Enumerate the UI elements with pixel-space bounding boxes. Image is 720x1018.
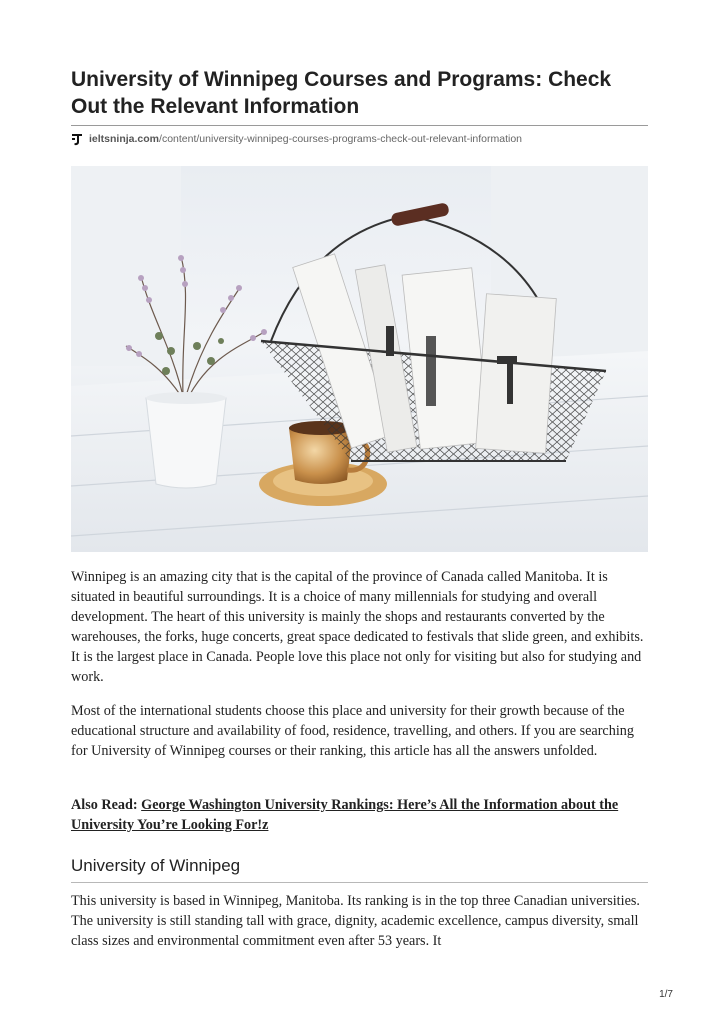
site-logo-icon — [71, 132, 83, 146]
source-path: /content/university-winnipeg-courses-programs-check-out-relevant-information — [159, 133, 523, 145]
page-number: 1/7 — [659, 989, 673, 1000]
intro-paragraph: Winnipeg is an amazing city that is the capital of the province of Canada called Manitoba. It is situated in beautiful surroundings. It is a choice of many millennials for studying and overall development. The heart of this university is mainly the shops and restaurants converted by the warehouses, the forks, huge concerts, great space dedicated to festivals that slide green, and exhibits. It is the largest place in Canada. People love this place not only for visiting but also for studying and work. — [71, 569, 644, 685]
section-paragraph: This university is based in Winnipeg, Manitoba. Its ranking is in the top three Canadian universities. The university is still standing tall with grace, dignity, academic excellence, campus diversity, small class sizes and environmental commitment even after 53 years. It — [71, 893, 640, 949]
source-domain: ieltsninja.com — [89, 133, 160, 145]
section-heading: University of Winnipeg — [71, 856, 241, 875]
hero-image — [71, 166, 648, 552]
students-paragraph: Most of the international students choose this place and university for their growth because of the educational structure and availability of food, residence, travelling, and others. If you are searching for University of Winnipeg courses or their ranking, this article has all the answers unfolded. — [71, 703, 634, 759]
page-title: University of Winnipeg Courses and Programs: Check Out the Relevant Information — [71, 68, 612, 118]
title-divider — [71, 125, 648, 126]
section-divider — [71, 882, 648, 883]
also-read-label: Also Read: — [71, 797, 138, 813]
also-read-link[interactable]: George Washington University Rankings: Here’s All the Information about the University You’re Looking For!z — [71, 797, 619, 833]
also-read — [71, 795, 648, 835]
source-url[interactable] — [71, 131, 522, 147]
